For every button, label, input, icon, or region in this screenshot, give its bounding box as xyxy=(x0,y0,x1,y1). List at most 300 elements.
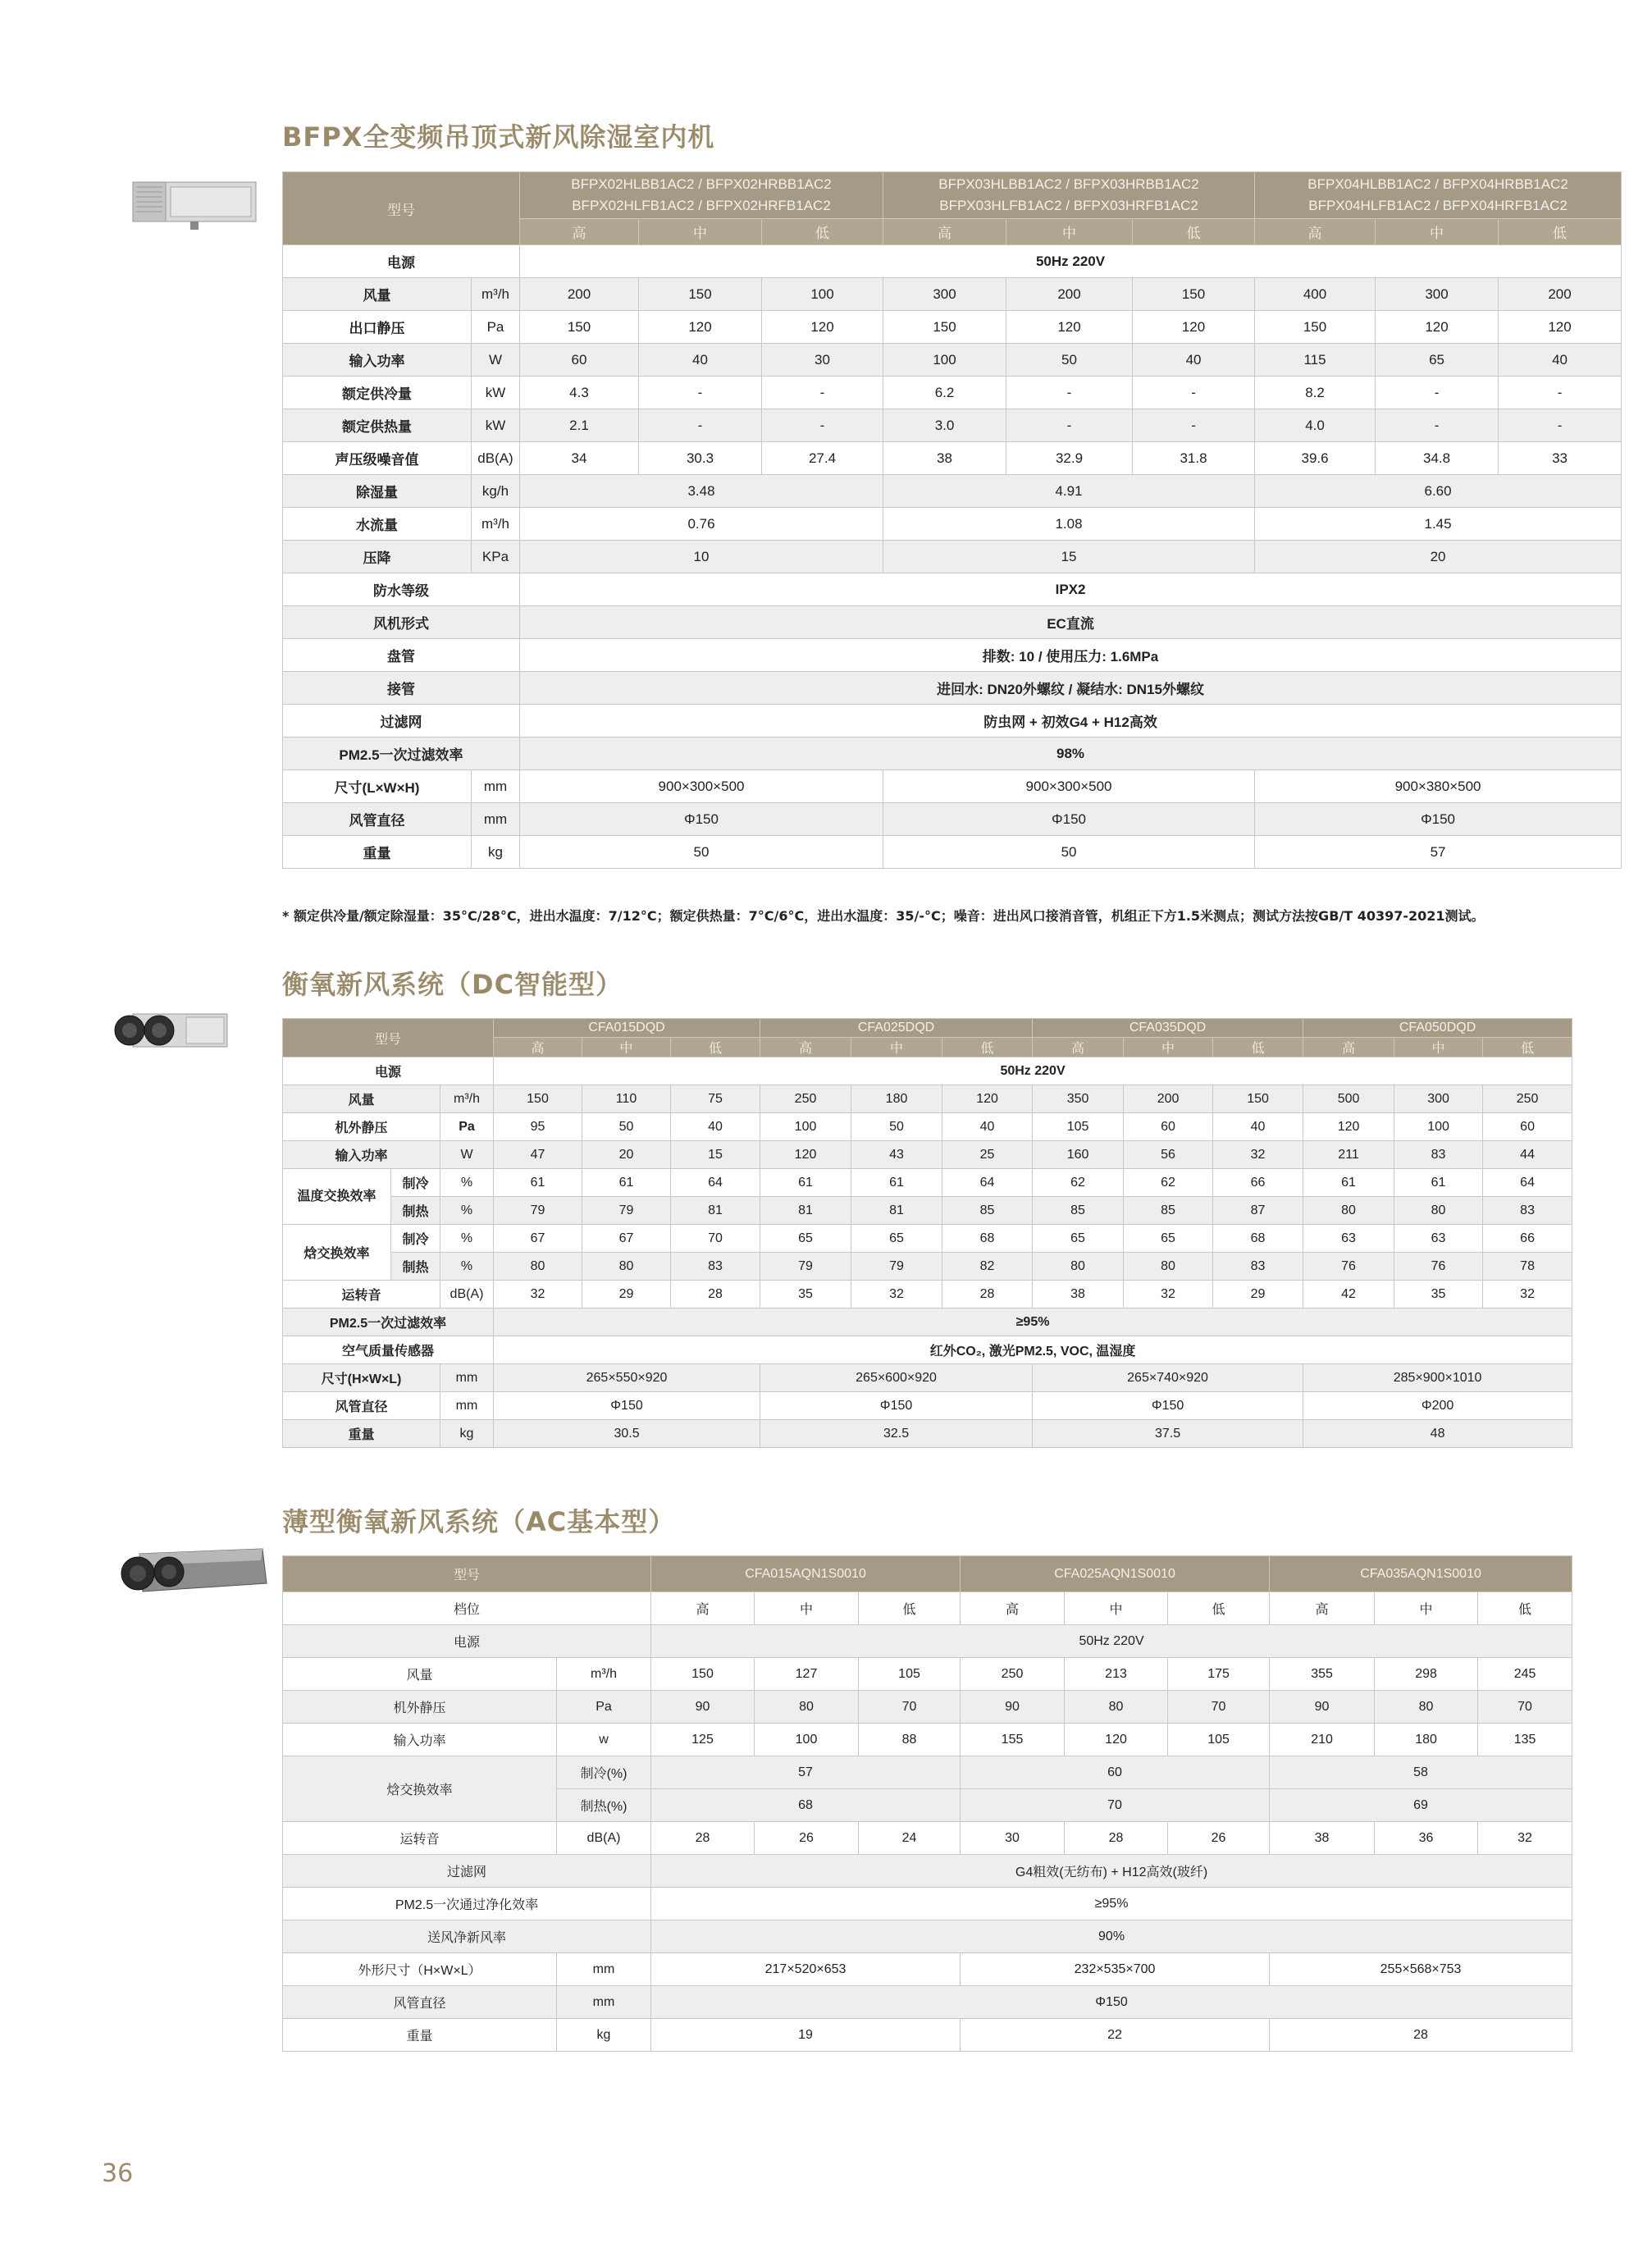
value-cell: 34.8 xyxy=(1376,442,1499,475)
row-static-pressure xyxy=(283,311,1622,344)
value-cell: Φ150 xyxy=(494,1392,760,1420)
table-cell: 制冷 xyxy=(391,1169,440,1197)
value-cell: - xyxy=(1133,409,1255,442)
row-size xyxy=(283,1953,1572,1986)
table-cell: 中 xyxy=(851,1038,942,1057)
value-cell: Φ150 xyxy=(1033,1392,1303,1420)
header-model-group-1 xyxy=(520,172,883,219)
value-cell: 355 xyxy=(1270,1658,1375,1691)
value-cell: 33 xyxy=(1499,442,1622,475)
table-cell: 运转音 xyxy=(283,1822,557,1855)
table-cell: 压降 xyxy=(283,541,472,573)
table-cell: 中 xyxy=(1124,1038,1213,1057)
table-row xyxy=(283,172,1622,219)
value-cell: 32.5 xyxy=(760,1420,1033,1448)
value-cell: 20 xyxy=(1255,541,1622,573)
value-cell: 35 xyxy=(1394,1281,1483,1308)
value-cell: 180 xyxy=(1375,1724,1478,1756)
model-name: BFPX04HLBB1AC2 / BFPX04HRBB1AC2 xyxy=(1307,176,1568,192)
row-fan xyxy=(283,606,1622,639)
table-cell: 风量 xyxy=(283,1085,440,1113)
table-cell: 额定供冷量 xyxy=(283,377,472,409)
value-cell: 40 xyxy=(1499,344,1622,377)
value-cell: 61 xyxy=(851,1169,942,1197)
row-pm25 xyxy=(283,1888,1572,1920)
table-cell: IPX2 xyxy=(520,573,1622,606)
value-cell: 32 xyxy=(494,1281,582,1308)
table-cell: dB(A) xyxy=(557,1822,651,1855)
value-cell: 50 xyxy=(1006,344,1133,377)
value-cell: 80 xyxy=(582,1253,671,1281)
value-cell: 115 xyxy=(1255,344,1376,377)
value-cell: 298 xyxy=(1375,1658,1478,1691)
value-cell: 88 xyxy=(859,1724,961,1756)
table-cell: 低 xyxy=(1133,219,1255,245)
table-cell: kg xyxy=(440,1420,494,1448)
table-cell: 风管直径 xyxy=(283,1986,557,2019)
value-cell: 28 xyxy=(671,1281,760,1308)
value-cell: 50 xyxy=(883,836,1255,869)
value-cell: 20 xyxy=(582,1141,671,1169)
value-cell: 80 xyxy=(1124,1253,1213,1281)
value-cell: 67 xyxy=(582,1225,671,1253)
value-cell: 65 xyxy=(1124,1225,1213,1253)
value-cell: 62 xyxy=(1033,1169,1124,1197)
value-cell: 90 xyxy=(651,1691,755,1724)
table-cell: m³/h xyxy=(557,1658,651,1691)
table-cell: CFA035DQD xyxy=(1033,1019,1303,1038)
value-cell: 110 xyxy=(582,1085,671,1113)
table-cell: 高 xyxy=(651,1592,755,1625)
value-cell: 42 xyxy=(1303,1281,1394,1308)
table-cell: 排数: 10 / 使用压力: 1.6MPa xyxy=(520,639,1622,672)
table-cell: 重量 xyxy=(283,1420,440,1448)
header-model-label: 型号 xyxy=(283,1019,494,1057)
value-cell: 127 xyxy=(755,1658,859,1691)
value-cell: 65 xyxy=(760,1225,851,1253)
table-cell: % xyxy=(440,1197,494,1225)
value-cell: 150 xyxy=(651,1658,755,1691)
table-cell: 高 xyxy=(1255,219,1376,245)
value-cell: 61 xyxy=(1394,1169,1483,1197)
table-cell: 中 xyxy=(1006,219,1133,245)
value-cell: 32 xyxy=(1213,1141,1303,1169)
table-cell: 重量 xyxy=(283,2019,557,2052)
value-cell: 79 xyxy=(851,1253,942,1281)
value-cell: 26 xyxy=(755,1822,859,1855)
row-airflow xyxy=(283,1085,1572,1113)
value-cell: 80 xyxy=(1033,1253,1124,1281)
value-cell: 66 xyxy=(1483,1225,1572,1253)
table-cell: 高 xyxy=(1303,1038,1394,1057)
value-cell: 120 xyxy=(639,311,762,344)
value-cell: 120 xyxy=(1006,311,1133,344)
row-power xyxy=(283,1057,1572,1085)
value-cell: 38 xyxy=(1033,1281,1124,1308)
table-cell: 低 xyxy=(1168,1592,1270,1625)
value-cell: 120 xyxy=(942,1085,1033,1113)
table-cell: kW xyxy=(472,409,520,442)
table-cell: 电源 xyxy=(283,1057,494,1085)
value-cell: 500 xyxy=(1303,1085,1394,1113)
row-sensor xyxy=(283,1336,1572,1364)
row-pipe xyxy=(283,672,1622,705)
value-cell: 125 xyxy=(651,1724,755,1756)
value-cell: 50 xyxy=(582,1113,671,1141)
row-filter xyxy=(283,705,1622,738)
value-cell: 60 xyxy=(961,1756,1270,1789)
value-cell: 66 xyxy=(1213,1169,1303,1197)
table-cell: m³/h xyxy=(472,278,520,311)
value-cell: 28 xyxy=(1270,2019,1572,2052)
table-cell: PM2.5一次过滤效率 xyxy=(283,738,520,770)
value-cell: 3.0 xyxy=(883,409,1006,442)
value-cell: 39.6 xyxy=(1255,442,1376,475)
table-cell: 运转音 xyxy=(283,1281,440,1308)
value-cell: 37.5 xyxy=(1033,1420,1303,1448)
value-cell: 300 xyxy=(1376,278,1499,311)
table-cell: % xyxy=(440,1225,494,1253)
table-cell: 电源 xyxy=(283,245,520,278)
section1-footnote: * 额定供冷量/额定除湿量：35°C/28°C，进出水温度：7/12°C；额定供热量：7°C/6°C，进出水温度：35/-°C；噪音：进出风口接消音管，机组正下方1.5米测点；测试方法按GB/T 40397-2021测试。 xyxy=(282,908,1485,924)
value-cell: 22 xyxy=(961,2019,1270,2052)
value-cell: 135 xyxy=(1478,1724,1572,1756)
value-cell: 255×568×753 xyxy=(1270,1953,1572,1986)
value-cell: 19 xyxy=(651,2019,961,2052)
table-cell: 高 xyxy=(883,219,1006,245)
table-cell: 过滤网 xyxy=(283,1855,651,1888)
table-cell: 输入功率 xyxy=(283,344,472,377)
value-cell: 155 xyxy=(961,1724,1065,1756)
row-fresh-rate xyxy=(283,1920,1572,1953)
value-cell: Φ150 xyxy=(883,803,1255,836)
value-cell: 79 xyxy=(494,1197,582,1225)
table-cell: kg xyxy=(472,836,520,869)
header-model-group-3 xyxy=(1255,172,1622,219)
value-cell: 30 xyxy=(762,344,883,377)
row-filter xyxy=(283,1855,1572,1888)
value-cell: 57 xyxy=(651,1756,961,1789)
ac-thin-ventilation-unit-image xyxy=(115,1542,271,1600)
value-cell: 105 xyxy=(1033,1113,1124,1141)
row-heating xyxy=(283,409,1622,442)
value-cell: 38 xyxy=(1270,1822,1375,1855)
value-cell: 150 xyxy=(1255,311,1376,344)
value-cell: - xyxy=(1006,409,1133,442)
value-cell: 43 xyxy=(851,1141,942,1169)
value-cell: 30.5 xyxy=(494,1420,760,1448)
page-number: 36 xyxy=(102,2159,134,2188)
value-cell: 50 xyxy=(851,1113,942,1141)
table-cell: 重量 xyxy=(283,836,472,869)
value-cell: 35 xyxy=(760,1281,851,1308)
value-cell: 15 xyxy=(671,1141,760,1169)
value-cell: 232×535×700 xyxy=(961,1953,1270,1986)
row-noise xyxy=(283,1281,1572,1308)
value-cell: 213 xyxy=(1065,1658,1168,1691)
header-model-group-2 xyxy=(883,172,1255,219)
row-noise xyxy=(283,442,1622,475)
table-cell: PM2.5一次过滤效率 xyxy=(283,1308,494,1336)
value-cell: 2.1 xyxy=(520,409,639,442)
value-cell: 31.8 xyxy=(1133,442,1255,475)
row-enth-eff-cool xyxy=(283,1225,1572,1253)
row-airflow xyxy=(283,278,1622,311)
value-cell: 70 xyxy=(1168,1691,1270,1724)
value-cell: - xyxy=(1499,377,1622,409)
table-cell: 风机形式 xyxy=(283,606,520,639)
value-cell: 0.76 xyxy=(520,508,883,541)
value-cell: 83 xyxy=(671,1253,760,1281)
table-cell: 50Hz 220V xyxy=(494,1057,1572,1085)
table-cell: mm xyxy=(440,1364,494,1392)
table-cell: 制热(%) xyxy=(557,1789,651,1822)
table-cell: 中 xyxy=(1065,1592,1168,1625)
table-cell: w xyxy=(557,1724,651,1756)
value-cell: 120 xyxy=(762,311,883,344)
value-cell: - xyxy=(1499,409,1622,442)
table-cell: 输入功率 xyxy=(283,1141,440,1169)
value-cell: 81 xyxy=(851,1197,942,1225)
table-cell: 档位 xyxy=(283,1592,651,1625)
value-cell: 85 xyxy=(942,1197,1033,1225)
value-cell: 100 xyxy=(883,344,1006,377)
value-cell: 211 xyxy=(1303,1141,1394,1169)
value-cell: 36 xyxy=(1375,1822,1478,1855)
row-power xyxy=(283,245,1622,278)
value-cell: 79 xyxy=(582,1197,671,1225)
value-cell: 265×740×920 xyxy=(1033,1364,1303,1392)
value-cell: 70 xyxy=(1478,1691,1572,1724)
value-cell: 100 xyxy=(1394,1113,1483,1141)
value-cell: 80 xyxy=(1303,1197,1394,1225)
value-cell: 90 xyxy=(961,1691,1065,1724)
table-cell: 接管 xyxy=(283,672,520,705)
value-cell: 900×300×500 xyxy=(520,770,883,803)
table-cell: kW xyxy=(472,377,520,409)
value-cell: 900×380×500 xyxy=(1255,770,1622,803)
table-cell: 红外CO₂, 激光PM2.5, VOC, 温湿度 xyxy=(494,1336,1572,1364)
table-cell: CFA025DQD xyxy=(760,1019,1033,1038)
value-cell: 65 xyxy=(1376,344,1499,377)
value-cell: 83 xyxy=(1394,1141,1483,1169)
value-cell: 76 xyxy=(1303,1253,1394,1281)
value-cell: 32.9 xyxy=(1006,442,1133,475)
table-cell: 焓交换效率 xyxy=(283,1756,557,1822)
table-cell: m³/h xyxy=(440,1085,494,1113)
table-cell: Φ150 xyxy=(651,1986,1572,2019)
value-cell: 70 xyxy=(859,1691,961,1724)
table-cell: CFA025AQN1S0010 xyxy=(961,1556,1270,1592)
table-cell: 制热 xyxy=(391,1197,440,1225)
value-cell: 150 xyxy=(1213,1085,1303,1113)
value-cell: 160 xyxy=(1033,1141,1124,1169)
value-cell: 4.3 xyxy=(520,377,639,409)
value-cell: 29 xyxy=(582,1281,671,1308)
model-name: BFPX02HLFB1AC2 / BFPX02HRFB1AC2 xyxy=(572,198,831,213)
row-input-power xyxy=(283,1724,1572,1756)
table-cell: mm xyxy=(472,770,520,803)
table-cell: 声压级噪音值 xyxy=(283,442,472,475)
row-input-power xyxy=(283,1141,1572,1169)
value-cell: 48 xyxy=(1303,1420,1572,1448)
value-cell: 61 xyxy=(1303,1169,1394,1197)
row-coil xyxy=(283,639,1622,672)
value-cell: 200 xyxy=(520,278,639,311)
value-cell: 85 xyxy=(1033,1197,1124,1225)
table-cell: 风管直径 xyxy=(283,1392,440,1420)
value-cell: 70 xyxy=(671,1225,760,1253)
table-cell: 防虫网 + 初效G4 + H12高效 xyxy=(520,705,1622,738)
table-cell: 低 xyxy=(859,1592,961,1625)
value-cell: 10 xyxy=(520,541,883,573)
value-cell: 65 xyxy=(851,1225,942,1253)
table-cell: 低 xyxy=(671,1038,760,1057)
header-model-label: 型号 xyxy=(283,172,520,245)
table-cell: 风量 xyxy=(283,278,472,311)
row-dehumid xyxy=(283,475,1622,508)
dc-ventilation-unit-image xyxy=(108,1006,231,1055)
value-cell: 30.3 xyxy=(639,442,762,475)
value-cell: 78 xyxy=(1483,1253,1572,1281)
value-cell: 44 xyxy=(1483,1141,1572,1169)
table-cell: 中 xyxy=(1375,1592,1478,1625)
value-cell: - xyxy=(639,409,762,442)
value-cell: 87 xyxy=(1213,1197,1303,1225)
value-cell: 63 xyxy=(1394,1225,1483,1253)
value-cell: 105 xyxy=(1168,1724,1270,1756)
value-cell: 61 xyxy=(494,1169,582,1197)
table-cell: 出口静压 xyxy=(283,311,472,344)
value-cell: 90 xyxy=(1270,1691,1375,1724)
value-cell: 64 xyxy=(942,1169,1033,1197)
value-cell: 150 xyxy=(883,311,1006,344)
table-row xyxy=(283,1556,1572,1592)
value-cell: 95 xyxy=(494,1113,582,1141)
value-cell: Φ150 xyxy=(520,803,883,836)
value-cell: 47 xyxy=(494,1141,582,1169)
row-water-flow xyxy=(283,508,1622,541)
row-size xyxy=(283,770,1622,803)
value-cell: 68 xyxy=(651,1789,961,1822)
value-cell: 1.45 xyxy=(1255,508,1622,541)
table-cell: 空气质量传感器 xyxy=(283,1336,494,1364)
table-cell: 水流量 xyxy=(283,508,472,541)
table-cell: 中 xyxy=(1376,219,1499,245)
row-size xyxy=(283,1364,1572,1392)
table-cell: kg/h xyxy=(472,475,520,508)
value-cell: 38 xyxy=(883,442,1006,475)
value-cell: Φ150 xyxy=(1255,803,1622,836)
value-cell: 56 xyxy=(1124,1141,1213,1169)
value-cell: - xyxy=(762,377,883,409)
table-cell: mm xyxy=(472,803,520,836)
value-cell: 120 xyxy=(760,1141,851,1169)
value-cell: 50 xyxy=(520,836,883,869)
table-cell: 风量 xyxy=(283,1658,557,1691)
value-cell: 83 xyxy=(1483,1197,1572,1225)
value-cell: 32 xyxy=(1478,1822,1572,1855)
value-cell: 28 xyxy=(942,1281,1033,1308)
value-cell: 217×520×653 xyxy=(651,1953,961,1986)
value-cell: 57 xyxy=(1255,836,1622,869)
value-cell: 61 xyxy=(760,1169,851,1197)
table-cell: 98% xyxy=(520,738,1622,770)
value-cell: 81 xyxy=(671,1197,760,1225)
table-cell: 低 xyxy=(1483,1038,1572,1057)
value-cell: 80 xyxy=(1375,1691,1478,1724)
value-cell: 69 xyxy=(1270,1789,1572,1822)
spec-table-bfpx xyxy=(282,171,1622,869)
table-cell: W xyxy=(472,344,520,377)
ceiling-dehumidifier-unit-image xyxy=(125,176,264,233)
table-cell: 制冷(%) xyxy=(557,1756,651,1789)
model-name: BFPX04HLFB1AC2 / BFPX04HRFB1AC2 xyxy=(1308,198,1568,213)
table-cell: 制冷 xyxy=(391,1225,440,1253)
value-cell: 82 xyxy=(942,1253,1033,1281)
table-cell: CFA015AQN1S0010 xyxy=(651,1556,961,1592)
table-row xyxy=(283,1019,1572,1038)
value-cell: 120 xyxy=(1303,1113,1394,1141)
table-cell: 中 xyxy=(1394,1038,1483,1057)
value-cell: 32 xyxy=(1124,1281,1213,1308)
value-cell: 400 xyxy=(1255,278,1376,311)
table-cell: 低 xyxy=(1478,1592,1572,1625)
value-cell: 40 xyxy=(671,1113,760,1141)
section2-title: 衡氧新风系统（DC智能型） xyxy=(282,969,623,1000)
value-cell: 250 xyxy=(961,1658,1065,1691)
value-cell: - xyxy=(1376,377,1499,409)
table-cell: 除湿量 xyxy=(283,475,472,508)
table-cell: ≥95% xyxy=(651,1888,1572,1920)
value-cell: 25 xyxy=(942,1141,1033,1169)
value-cell: 100 xyxy=(760,1113,851,1141)
value-cell: 120 xyxy=(1376,311,1499,344)
value-cell: 32 xyxy=(851,1281,942,1308)
value-cell: 80 xyxy=(494,1253,582,1281)
value-cell: 62 xyxy=(1124,1169,1213,1197)
value-cell: 1.08 xyxy=(883,508,1255,541)
model-name: BFPX02HLBB1AC2 / BFPX02HRBB1AC2 xyxy=(571,176,832,192)
value-cell: 40 xyxy=(1213,1113,1303,1141)
table-cell: 50Hz 220V xyxy=(520,245,1622,278)
value-cell: 65 xyxy=(1033,1225,1124,1253)
table-cell: 进回水: DN20外螺纹 / 凝结水: DN15外螺纹 xyxy=(520,672,1622,705)
value-cell: 265×550×920 xyxy=(494,1364,760,1392)
table-cell: 机外静压 xyxy=(283,1691,557,1724)
value-cell: 58 xyxy=(1270,1756,1572,1789)
value-cell: 61 xyxy=(582,1169,671,1197)
row-weight xyxy=(283,1420,1572,1448)
row-pm25 xyxy=(283,1308,1572,1336)
value-cell: 100 xyxy=(762,278,883,311)
table-cell: EC直流 xyxy=(520,606,1622,639)
table-cell: 中 xyxy=(582,1038,671,1057)
value-cell: 79 xyxy=(760,1253,851,1281)
table-cell: KPa xyxy=(472,541,520,573)
table-cell: 低 xyxy=(942,1038,1033,1057)
value-cell: 40 xyxy=(942,1113,1033,1141)
section3-title: 薄型衡氧新风系统（AC基本型） xyxy=(282,1506,676,1537)
value-cell: 83 xyxy=(1213,1253,1303,1281)
table-cell: Pa xyxy=(472,311,520,344)
value-cell: 100 xyxy=(755,1724,859,1756)
table-cell: % xyxy=(440,1169,494,1197)
value-cell: 80 xyxy=(755,1691,859,1724)
table-cell: PM2.5一次通过净化效率 xyxy=(283,1888,651,1920)
value-cell: 6.60 xyxy=(1255,475,1622,508)
row-input-power xyxy=(283,344,1622,377)
